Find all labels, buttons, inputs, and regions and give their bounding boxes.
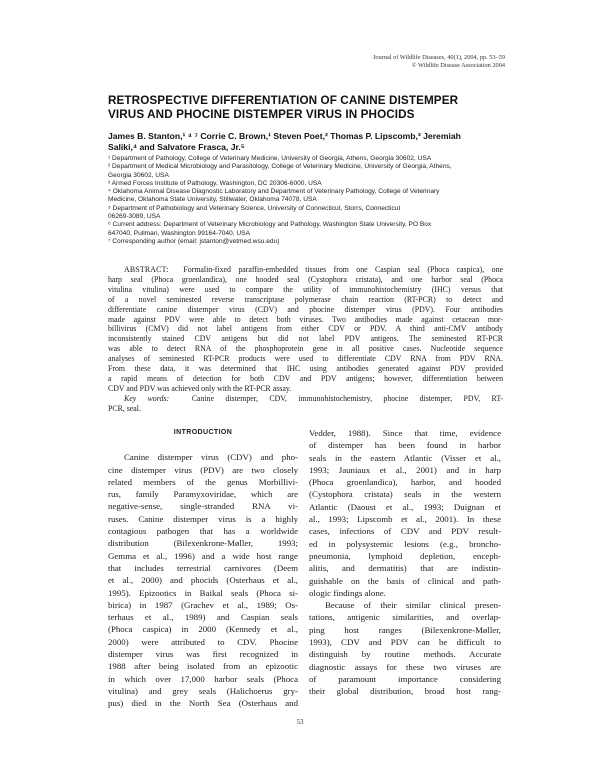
affiliation-line: ⁶ Current address: Department of Veterinary Microbiology and Pathology, Washington State University, PO Box xyxy=(108,221,432,229)
abstract xyxy=(108,265,503,414)
body-line: 2000) were attributed to CDV. Phocine xyxy=(108,636,298,647)
body-line: guishable on the basis of clinical and path- xyxy=(309,575,501,586)
affiliation-line: Georgia 30602, USA xyxy=(108,171,169,179)
body-line: 1993; Jauniaux et al., 2001) and in harp xyxy=(309,464,501,475)
abstract-line: was able to detect RNA of the phosphoprotein gene in all positive cases. Nucleotide sequence xyxy=(108,344,503,354)
body-line: ping host ranges (Bilexenkrone-Møller, xyxy=(309,624,501,635)
affiliation-line: ⁵ Department of Pathobiology and Veterinary Science, University of Connecticut, Storrs, Connecticut xyxy=(108,204,401,212)
abstract-line: ABSTRACT: Formalin-fixed paraffin-embedded tissues from one Caspian seal (Phoca caspica), one xyxy=(124,265,503,274)
body-line: (Phoca groenlandica), harbor, and hooded xyxy=(309,477,501,488)
title-line: RETROSPECTIVE DIFFERENTIATION OF CANINE DISTEMPER xyxy=(108,94,459,107)
body-line: related members of the genus Morbillivi- xyxy=(108,476,298,487)
body-line: cine distemper virus (PDV) are two closely xyxy=(108,464,298,475)
body-line: ologic findings alone. xyxy=(309,587,386,598)
body-line: of paramount importance considering xyxy=(309,673,501,684)
keywords-line: PCR, seal. xyxy=(108,403,141,413)
journal-header xyxy=(373,54,505,70)
affiliation-line: 06269-3089, USA xyxy=(108,213,161,221)
journal-citation: Journal of Wildlife Diseases, 40(1), 2004, pp. 53–59 xyxy=(372,54,505,61)
body-line: cases, infections of CDV and PDV result- xyxy=(309,526,501,537)
page-number: 53 xyxy=(296,718,304,726)
author-list xyxy=(108,131,508,153)
abstract-line: differentiate canine distemper virus (CDV) and phocine distemper virus (PDV). Four antibodies xyxy=(108,304,503,314)
body-line: Vedder, 1988). Since that time, evidence xyxy=(309,428,501,438)
body-line: alitis, and dermatitis) that are indistin- xyxy=(309,563,501,574)
body-line: Gemma et al., 1996) and a wide host range xyxy=(108,550,298,561)
body-line: 1993), CDV and PDV can be difficult to xyxy=(309,637,501,648)
body-line: pus) died in the North Sea (Osterhaus and xyxy=(108,698,298,709)
body-line: Atlantic (Daoust et al., 1993; Duignan et xyxy=(309,501,501,512)
abstract-line: CDV and PDV was achieved only with the RT-PCR assay. xyxy=(108,383,292,393)
abstract-line: billivirus (CMV) did not label antigens from either CDV or PDV. A third anti-CMV antibody xyxy=(108,324,503,334)
body-line: ed in polysystemic lesions (e.g., broncho- xyxy=(309,538,501,549)
section-heading: INTRODUCTION xyxy=(173,429,233,436)
body-line: (Phoca caspica) in 2000 (Kennedy et al., xyxy=(108,624,298,635)
left-column xyxy=(108,427,298,710)
body-line: al., 1993; Lipscomb et al., 2001). In these xyxy=(309,514,501,525)
affiliation-line: ² Department of Medical Microbiology and Parasitology, College of Veterinary Medicine, University of Georgia, Athens, xyxy=(108,163,452,171)
body-line: rus, family Paramyxoviridae, which are xyxy=(108,489,298,500)
body-line: (Cystophora cristata) seals in the western xyxy=(309,489,501,500)
body-line: in which over 17,000 harbor seals (Phoca xyxy=(108,673,298,684)
affiliation-line: ⁷ Corresponding author (email: jstanton@vetmed.wsu.edu) xyxy=(108,237,280,245)
keywords-line: Key words: Canine distemper, CDV, immunohistochemistry, phocine distemper, PDV, RT- xyxy=(124,393,503,403)
body-line: diagnostic assays for these two viruses are xyxy=(309,661,501,672)
body-line: terhaus et al., 1989) and Caspian seals xyxy=(108,612,298,623)
abstract-line: of a novel seminested reverse transcriptase polymerase chain reaction (RT-PCR) to detect and xyxy=(108,294,503,304)
body-line: of distemper has been found in harbor xyxy=(309,440,501,451)
body-line: distemper virus was first recognized in xyxy=(108,649,298,660)
body-line: vitulina) and grey seals (Halichoerus gry- xyxy=(108,685,298,696)
affiliation-line: 647040, Pullman, Washington 99164-7040, USA xyxy=(108,229,250,237)
body-line: contagious pathogen that has a worldwide xyxy=(108,526,298,537)
abstract-line: analyses of seminested RT-PCR products were used to differentiate CDV RNA from PDV RNA. xyxy=(108,354,503,364)
body-line: distribution (Bilexenkrone-Møller, 1993; xyxy=(108,538,298,549)
author-line: Saliki,⁴ and Salvatore Frasca, Jr.⁵ xyxy=(108,142,245,152)
keywords-label: Key words: xyxy=(124,393,170,403)
abstract-line: harp seal (Phoca groenlandica), one hooded seal (Cystophora cristata), and one harbor seal (Phoca xyxy=(108,274,503,284)
affiliation-line: ⁴ Oklahoma Animal Disease Diagnostic Laboratory and Department of Veterinary Pathology, College of Veterinary xyxy=(108,188,440,196)
abstract-line: vitulina vitulina) were used to compare the utility of immunohistochemistry (IHC) versus that xyxy=(108,284,503,294)
body-line: 1988 after being isolated from an epizootic xyxy=(108,661,298,672)
abstract-line: made against PDV were able to detect both viruses. Two antibodies made against cetacean mor- xyxy=(108,314,503,324)
body-line: that includes terrestrial carnivores (Deem xyxy=(108,562,298,573)
left-column-body xyxy=(108,451,298,709)
abstract-line: inconsistently stained CDV antigens but did not label PDV antigens. The seminested RT-PCR xyxy=(108,334,503,344)
abstract-line: a rapid means of detection for both CDV and PDV antigens; however, differentiation between xyxy=(108,373,503,383)
abstract-label: ABSTRACT: xyxy=(124,265,169,274)
affiliations xyxy=(108,155,503,246)
copyright-line: © Wildlife Disease Association 2004 xyxy=(411,62,505,69)
body-line: Because of their similar clinical presen- xyxy=(325,600,501,611)
body-line: et al., 2000) and phocids (Osterhaus et al., xyxy=(108,575,298,586)
body-line: their global distribution, broad host rang- xyxy=(309,686,501,697)
article-title xyxy=(108,94,508,122)
affiliation-line: ³ Armed Forces Institute of Pathology, Washington, DC 20306-6000, USA xyxy=(108,179,322,187)
body-line: pneumonia, lymphoid depletion, enceph- xyxy=(309,550,501,561)
body-line: birica) in 1987 (Grachev et al., 1989; Os- xyxy=(108,599,298,610)
body-line: Canine distemper virus (CDV) and pho- xyxy=(124,452,298,463)
affiliation-line: ¹ Department of Pathology, College of Veterinary Medicine, University of Georgia, Athens, Georgia 30602, USA xyxy=(108,155,432,162)
body-line: distinguish by routine methods. Accurate xyxy=(309,649,501,660)
body-line: tations, antigenic similarities, and overlap- xyxy=(309,612,501,623)
title-line: VIRUS AND PHOCINE DISTEMPER VIRUS IN PHOCIDS xyxy=(108,108,415,121)
affiliation-line: Medicine, Oklahoma State University, Stillwater, Oklahoma 74078, USA xyxy=(108,196,317,204)
abstract-line: From these data, it was determined that IHC using antibodies generated against PDV provided xyxy=(108,364,503,374)
right-column xyxy=(309,427,501,698)
body-line: ruses. Canine distemper virus is a highly xyxy=(108,513,298,524)
body-line: negative-sense, single-stranded RNA vi- xyxy=(108,501,298,512)
author-line: James B. Stanton,¹ ⁴ ⁷ Corrie C. Brown,¹ Steven Poet,² Thomas P. Lipscomb,³ Jeremiah xyxy=(108,131,461,141)
body-line: seals in the eastern Atlantic (Visser et al., xyxy=(309,452,501,463)
body-line: 1995). Epizootics in Baikal seals (Phoca si- xyxy=(108,587,298,598)
